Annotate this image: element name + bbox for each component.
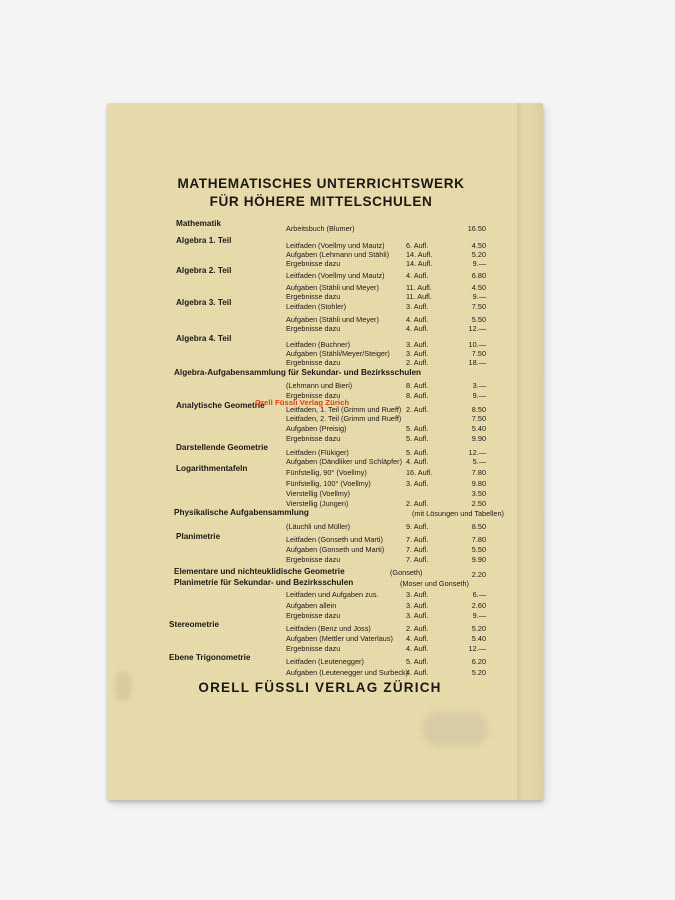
catalog-edn: 5. Aufl. — [406, 424, 429, 433]
catalog-edn: 4. Aufl. — [406, 315, 429, 324]
catalog-price: 5.20 — [471, 668, 486, 677]
catalog-price: 7.50 — [471, 349, 486, 358]
catalog-price: 7.80 — [471, 535, 486, 544]
catalog-edn: 8. Aufl. — [406, 391, 429, 400]
catalog-price: 9.80 — [471, 479, 486, 488]
catalog-edn: 2. Aufl. — [406, 405, 429, 414]
category-heading: Planimetrie für Sekundar- und Bezirksschulen — [174, 578, 354, 587]
catalog-price: 5.20 — [471, 250, 486, 259]
category-heading: Algebra 4. Teil — [176, 334, 232, 343]
catalog-edn: 4. Aufl. — [406, 271, 429, 280]
catalog-price: 6.20 — [471, 657, 486, 666]
catalog-desc: Aufgaben (Stähli/Meyer/Steiger) — [286, 349, 390, 358]
catalog-price: 5.40 — [471, 424, 486, 433]
catalog-price: 5.50 — [471, 545, 486, 554]
catalog-edn: 4. Aufl. — [406, 324, 429, 333]
category-heading: Darstellende Geometrie — [176, 443, 268, 452]
catalog-desc: Aufgaben allein — [286, 601, 337, 610]
catalog-desc: (Läuchli und Müller) — [286, 522, 351, 531]
catalog-desc: Ergebnisse dazu — [286, 644, 341, 653]
catalog-edn: 3. Aufl. — [406, 479, 429, 488]
catalog-price: 10.— — [468, 340, 486, 349]
catalog-desc: Ergebnisse dazu — [286, 555, 341, 564]
catalog-edn: 7. Aufl. — [406, 535, 429, 544]
catalog-edn: 3. Aufl. — [406, 611, 429, 620]
stain-mark — [423, 712, 487, 746]
catalog-edn: 2. Aufl. — [406, 358, 429, 367]
catalog-price: 7.80 — [471, 468, 486, 477]
catalog-desc: Aufgaben (Stähli und Meyer) — [286, 315, 379, 324]
catalog-price: 7.50 — [471, 302, 486, 311]
publisher-name: ORELL FÜSSLI VERLAG ZÜRICH — [198, 680, 442, 695]
catalog-desc: Ergebnisse dazu — [286, 259, 341, 268]
catalog-price: 6.— — [472, 590, 486, 599]
category-heading: Physikalische Aufgabensammlung — [174, 508, 309, 517]
catalog-price: 9.90 — [471, 434, 486, 443]
catalog-desc: Ergebnisse dazu — [286, 434, 341, 443]
catalog-desc: Ergebnisse dazu — [286, 324, 341, 333]
catalog-edn: 7. Aufl. — [406, 555, 429, 564]
category-heading: Elementare und nichteuklidische Geometrie — [174, 567, 345, 576]
category-heading: Algebra 3. Teil — [176, 298, 232, 307]
catalog-desc: Ergebnisse dazu — [286, 391, 341, 400]
catalog-desc: Leitfaden (Voellmy und Mautz) — [286, 241, 385, 250]
catalog-price: 12.— — [468, 644, 486, 653]
catalog-desc: Fünfstellig, 90° (Voellmy) — [286, 468, 367, 477]
category-heading: Planimetrie — [176, 532, 221, 541]
catalog-desc: Leitfaden, 1. Teil (Grimm und Rueff) — [286, 405, 402, 414]
catalog-price: 12.— — [468, 324, 486, 333]
catalog-edn: 5. Aufl. — [406, 434, 429, 443]
catalog-edn: 14. Aufl. — [406, 250, 433, 259]
catalog-desc: Ergebnisse dazu — [286, 292, 341, 301]
catalog-price: 5.— — [472, 457, 486, 466]
category-heading: Algebra 1. Teil — [176, 236, 232, 245]
catalog-desc: Leitfaden (Stohler) — [286, 302, 347, 311]
catalog-desc: Arbeitsbuch (Blumer) — [286, 224, 355, 233]
catalog-edn: 8. Aufl. — [406, 381, 429, 390]
catalog-edn: 14. Aufl. — [406, 259, 433, 268]
catalog-desc: Aufgaben (Stähli und Meyer) — [286, 283, 379, 292]
category-heading: Algebra-Aufgabensammlung für Sekundar- und Bezirksschulen — [174, 368, 422, 377]
catalog-desc: Ergebnisse dazu — [286, 611, 341, 620]
catalog-price: 6.80 — [471, 271, 486, 280]
catalog-price: 9.— — [472, 391, 486, 400]
catalog-desc: Ergebnisse dazu — [286, 358, 341, 367]
heading-suffix: (Gonseth) — [390, 568, 423, 577]
catalog-desc: Aufgaben (Dändliker und Schläpfer) — [286, 457, 403, 466]
heading-suffix: (mit Lösungen und Tabellen) — [412, 509, 504, 518]
catalog-desc: Leitfaden (Flükiger) — [286, 448, 349, 457]
catalog-desc: Leitfaden (Buchner) — [286, 340, 351, 349]
catalog-edn: 3. Aufl. — [406, 340, 429, 349]
catalog-price: 7.50 — [471, 414, 486, 423]
catalog-price: 5.50 — [471, 315, 486, 324]
catalog-edn: 3. Aufl. — [406, 302, 429, 311]
catalog-edn: 4. Aufl. — [406, 668, 429, 677]
catalog-desc: Aufgaben (Mettler und Vaterlaus) — [286, 634, 393, 643]
category-heading: Stereometrie — [169, 620, 220, 629]
catalog-desc: Fünfstellig, 100° (Voellmy) — [286, 479, 371, 488]
catalog-desc: Leitfaden, 2. Teil (Grimm und Rueff) — [286, 414, 402, 423]
catalog-price: 9.— — [472, 259, 486, 268]
catalog-edn: 2. Aufl. — [406, 624, 429, 633]
catalog-price: 2.50 — [471, 499, 486, 508]
category-heading: Mathematik — [176, 219, 222, 228]
category-heading: Logarithmentafeln — [176, 464, 248, 473]
catalog-desc: Leitfaden und Aufgaben zus. — [286, 590, 379, 599]
catalog-price: 3.50 — [471, 489, 486, 498]
catalog-edn: 3. Aufl. — [406, 601, 429, 610]
catalog-price: 16.50 — [467, 224, 486, 233]
catalog-price: 9.— — [472, 292, 486, 301]
catalog-desc: Vierstellig (Jungen) — [286, 499, 349, 508]
catalog-edn: 6. Aufl. — [406, 241, 429, 250]
cover-title-line1: MATHEMATISCHES UNTERRICHTSWERK — [177, 176, 465, 191]
catalog-price: 8.50 — [471, 405, 486, 414]
catalog-price: 12.— — [468, 448, 486, 457]
catalog-desc: (Lehmann und Bieri) — [286, 381, 353, 390]
catalog-desc: Aufgaben (Lehmann und Stähli) — [286, 250, 390, 259]
catalog-price: 9.90 — [471, 555, 486, 564]
catalog-desc: Leitfaden (Leutenegger) — [286, 657, 364, 666]
catalog-price: 2.20 — [471, 570, 486, 579]
catalog-edn: 16. Aufl. — [406, 468, 433, 477]
catalog-edn: 4. Aufl. — [406, 644, 429, 653]
scuff-mark — [115, 671, 131, 701]
cover-title-line2: FÜR HÖHERE MITTELSCHULEN — [209, 194, 433, 209]
catalog-price: 4.50 — [471, 241, 486, 250]
catalog-desc: Aufgaben (Gonseth und Marti) — [286, 545, 385, 554]
catalog-price: 5.40 — [471, 634, 486, 643]
catalog-desc: Aufgaben (Preisig) — [286, 424, 347, 433]
category-heading: Algebra 2. Teil — [176, 266, 232, 275]
spine-edge — [517, 103, 543, 800]
catalog-desc: Leitfaden (Voellmy und Mautz) — [286, 271, 385, 280]
catalog-price: 5.20 — [471, 624, 486, 633]
catalog-edn: 4. Aufl. — [406, 457, 429, 466]
category-heading: Analytische Geometrie — [176, 401, 265, 410]
catalog-edn: 4. Aufl. — [406, 634, 429, 643]
catalog-edn: 2. Aufl. — [406, 499, 429, 508]
catalog-edn: 11. Aufl. — [406, 292, 432, 301]
catalog-price: 2.60 — [471, 601, 486, 610]
catalog-price: 4.50 — [471, 283, 486, 292]
catalog-desc: Vierstellig (Voellmy) — [286, 489, 350, 498]
catalog-price: 8.50 — [471, 522, 486, 531]
price-sticker: Orell Füssli Verlag Zürich — [255, 398, 350, 407]
catalog-edn: 3. Aufl. — [406, 349, 429, 358]
catalog-edn: 5. Aufl. — [406, 657, 429, 666]
catalog-edn: 3. Aufl. — [406, 590, 429, 599]
catalog-desc: Leitfaden (Gonseth und Marti) — [286, 535, 383, 544]
catalog-edn: 5. Aufl. — [406, 448, 429, 457]
heading-suffix: (Moser und Gonseth) — [400, 579, 469, 588]
catalog-desc: Leitfaden (Benz und Joss) — [286, 624, 371, 633]
catalog-price: 9.— — [472, 611, 486, 620]
catalog-price: 3.— — [472, 381, 486, 390]
catalog-edn: 11. Aufl. — [406, 283, 432, 292]
catalog-edn: 7. Aufl. — [406, 545, 429, 554]
category-heading: Ebene Trigonometrie — [169, 653, 251, 662]
catalog-edn: 9. Aufl. — [406, 522, 429, 531]
catalog-desc: Aufgaben (Leutenegger und Surbeck) — [286, 668, 409, 677]
catalog-price: 18.— — [468, 358, 486, 367]
